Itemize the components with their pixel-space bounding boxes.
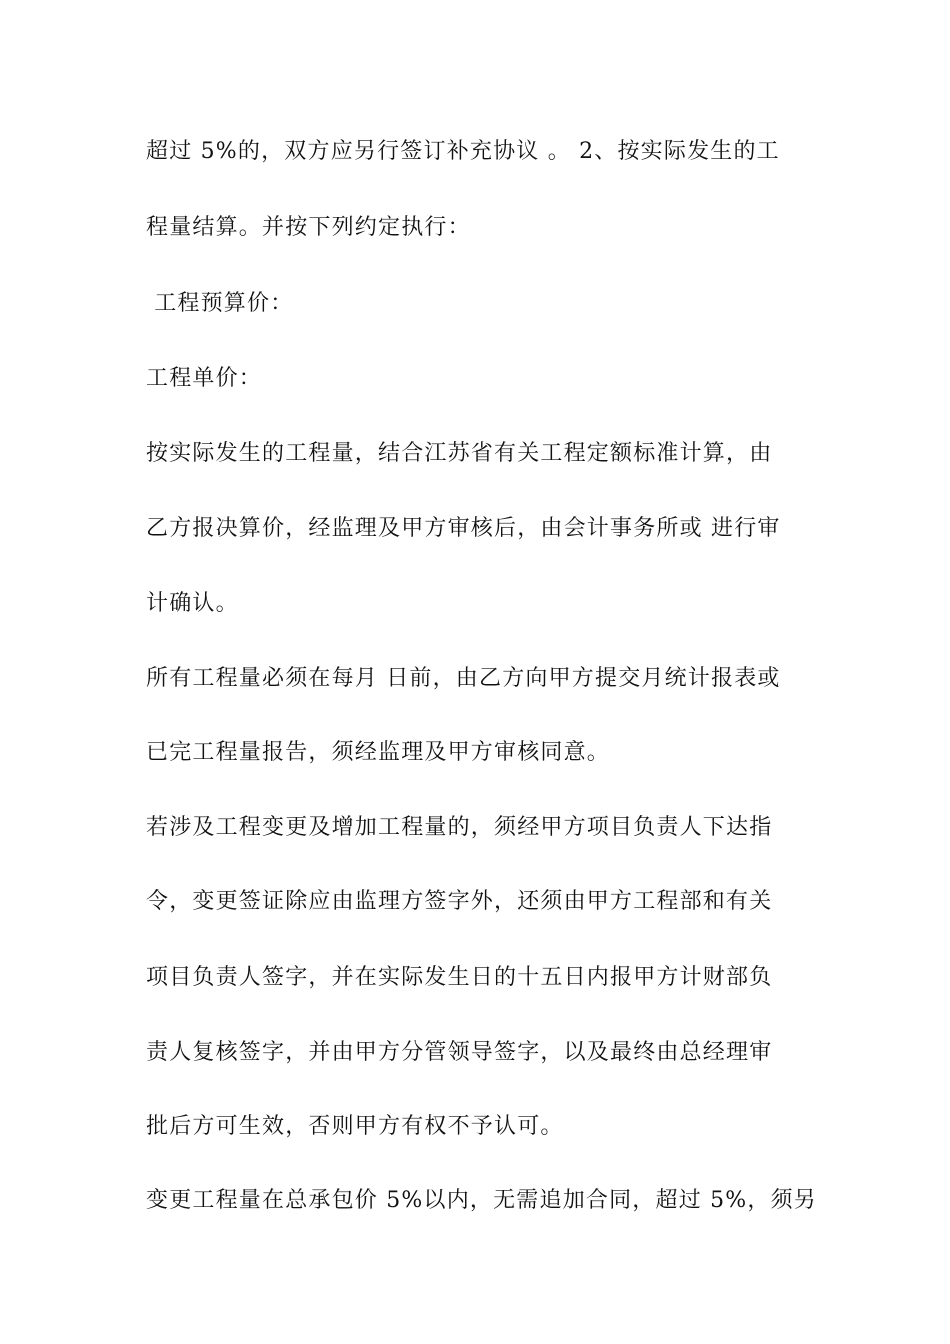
text-line: 若涉及工程变更及增加工程量的，须经甲方项目负责人下达指 <box>146 815 773 840</box>
text-line: 变更工程量在总承包价 5%以内，无需追加合同，超过 5%，须另 <box>146 1188 817 1213</box>
text-line: 所有工程量必须在每月 日前，由乙方向甲方提交月统计报表或 <box>146 666 781 691</box>
text-line: 程量结算。并按下列约定执行： <box>146 215 471 240</box>
text-line: 批后方可生效，否则甲方有权不予认可。 <box>146 1114 564 1139</box>
text-line: 乙方报决算价，经监理及甲方审核后，由会计事务所或 进行审 <box>146 516 781 541</box>
text-line: 责人复核签字，并由甲方分管领导签字，以及最终由总经理审 <box>146 1040 773 1065</box>
text-line: 超过 5%的，双方应另行签订补充协议 。 2、按实际发生的工 <box>146 139 780 164</box>
text-line: 计确认。 <box>146 591 239 616</box>
text-line: 工程单价： <box>146 366 263 391</box>
text-line: 项目负责人签字，并在实际发生日的十五日内报甲方计财部负 <box>146 965 773 990</box>
text-line: 工程预算价： <box>146 291 294 316</box>
text-line: 令，变更签证除应由监理方签字外，还须由甲方工程部和有关 <box>146 889 773 914</box>
text-line: 已完工程量报告，须经监理及甲方审核同意。 <box>146 740 611 765</box>
text-line: 按实际发生的工程量，结合江苏省有关工程定额标准计算，由 <box>146 441 773 466</box>
